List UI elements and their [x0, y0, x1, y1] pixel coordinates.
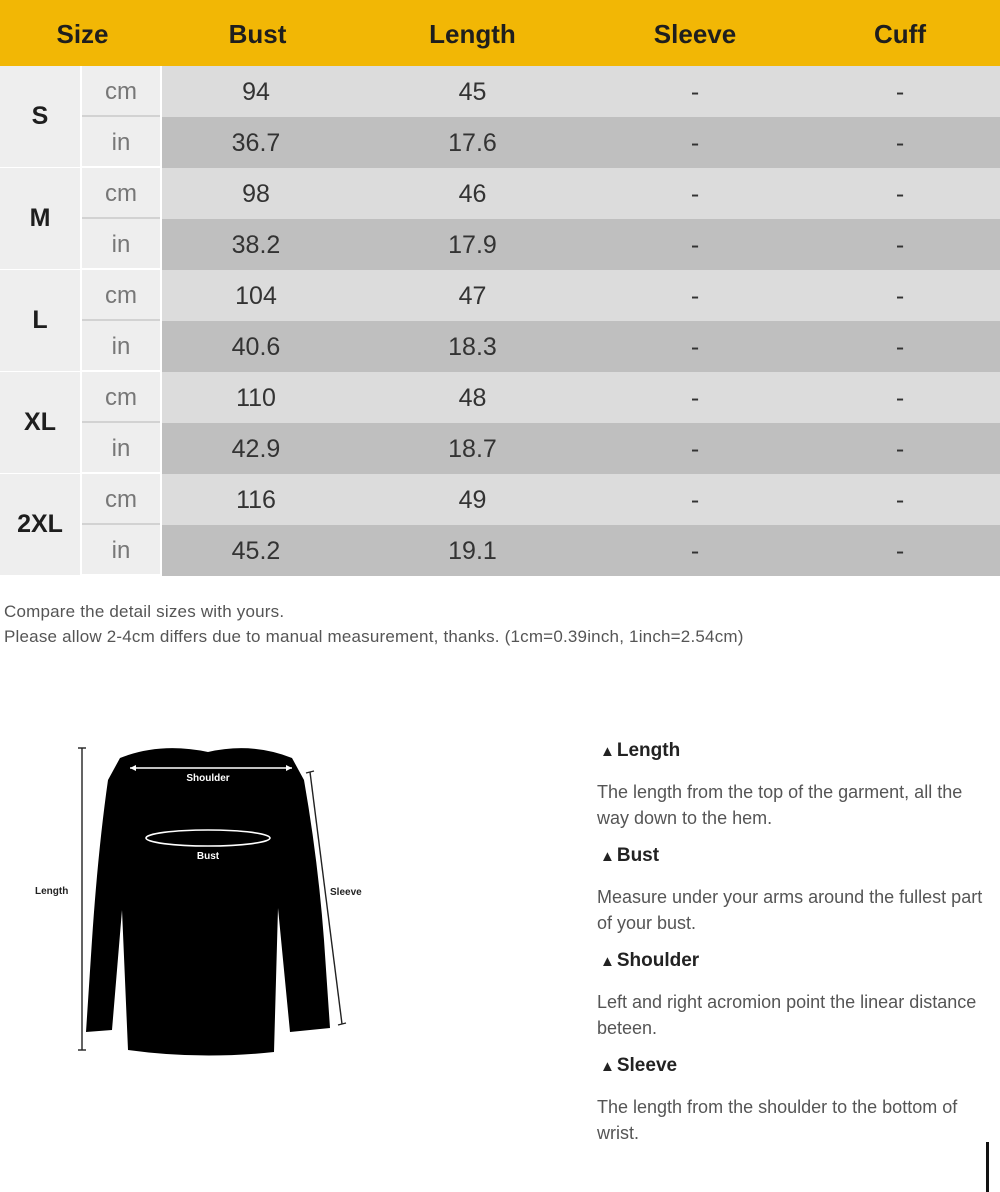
unit-label-in: in — [82, 117, 160, 166]
sleeve-value: - — [690, 435, 700, 463]
definition-shoulder-title: ▲ Shoulder — [600, 950, 700, 971]
sleeve-value: - — [690, 282, 700, 310]
definition-length-text: The length from the top of the garment, all the way down to the hem. — [597, 782, 963, 828]
unit-label-cm: cm — [82, 66, 160, 117]
table-row — [162, 321, 1000, 372]
unit-label-cm: cm — [82, 474, 160, 525]
header-bust: Bust — [228, 19, 287, 49]
bust-value: 36.7 — [231, 129, 281, 157]
table-row — [162, 423, 1000, 474]
sleeve-value: - — [690, 333, 700, 361]
header-size: Size — [56, 19, 109, 49]
header-sleeve: Sleeve — [653, 19, 737, 49]
sleeve-value: - — [690, 384, 700, 412]
length-value: 45 — [458, 78, 487, 106]
bust-value: 110 — [236, 384, 276, 412]
sleeve-value: - — [690, 231, 700, 259]
length-value: 17.6 — [448, 129, 497, 157]
cuff-value: - — [895, 282, 905, 310]
bust-value: 98 — [242, 180, 270, 208]
bust-value: 42.9 — [231, 435, 281, 463]
definition-shoulder-text: Left and right acromion point the linear distance beteen. — [597, 992, 977, 1038]
unit-label-in: in — [82, 423, 160, 472]
triangle-icon: ▲ — [600, 743, 615, 760]
table-row — [162, 219, 1000, 270]
garment-measurement-diagram — [30, 740, 390, 1060]
length-value: 47 — [458, 282, 487, 310]
cuff-value: - — [895, 78, 905, 106]
sleeve-value: - — [690, 486, 700, 514]
table-header-row — [0, 0, 1000, 66]
length-value: 46 — [458, 180, 487, 208]
cuff-value: - — [895, 435, 905, 463]
size-label-l: L — [0, 270, 80, 373]
unit-label-cm: cm — [82, 168, 160, 219]
table-row — [162, 168, 1000, 219]
shoulder-label: Shoulder — [186, 773, 230, 784]
length-value: 48 — [458, 384, 487, 412]
cuff-value: - — [895, 333, 905, 361]
definition-length-title: ▲ Length — [600, 740, 681, 761]
triangle-icon: ▲ — [600, 848, 615, 865]
triangle-icon: ▲ — [600, 953, 615, 970]
sleeve-value: - — [690, 180, 700, 208]
cuff-value: - — [895, 180, 905, 208]
bust-label: Bust — [196, 851, 220, 862]
column-divider — [80, 66, 82, 576]
sleeve-value: - — [690, 78, 700, 106]
header-length: Length — [429, 19, 516, 49]
length-value: 19.1 — [448, 537, 497, 565]
definition-bust-title: ▲ Bust — [600, 845, 660, 866]
length-value: 49 — [458, 486, 487, 514]
table-row — [162, 66, 1000, 117]
unit-label-in: in — [82, 525, 160, 574]
cuff-value: - — [895, 537, 905, 565]
unit-label-cm: cm — [82, 270, 160, 321]
header-cuff: Cuff — [874, 19, 926, 49]
cuff-value: - — [895, 486, 905, 514]
note-allowance: Please allow 2-4cm differs due to manual measurement, thanks. (1cm=0.39inch, 1inch=2.54cm) — [4, 627, 744, 646]
bust-value: 40.6 — [231, 333, 281, 361]
size-label-s: S — [0, 66, 80, 169]
garment-silhouette — [86, 748, 330, 1055]
cuff-value: - — [895, 129, 905, 157]
bust-value: 116 — [236, 486, 276, 514]
size-label-m: M — [0, 168, 80, 271]
length-label: Length — [35, 886, 69, 897]
bust-value: 94 — [242, 78, 270, 106]
size-label-xl: XL — [0, 372, 80, 475]
table-row — [162, 372, 1000, 423]
unit-label-cm: cm — [82, 372, 160, 423]
table-row — [162, 525, 1000, 576]
table-row — [162, 117, 1000, 168]
size-label-2xl: 2XL — [0, 474, 80, 577]
length-value: 18.7 — [448, 435, 497, 463]
sleeve-label: Sleeve — [330, 887, 362, 898]
unit-label-in: in — [82, 219, 160, 268]
bust-value: 45.2 — [231, 537, 281, 565]
edge-line — [986, 1142, 989, 1192]
table-row — [162, 270, 1000, 321]
cuff-value: - — [895, 384, 905, 412]
bust-value: 38.2 — [231, 231, 281, 259]
length-value: 18.3 — [448, 333, 497, 361]
note-compare: Compare the detail sizes with yours. — [4, 602, 285, 621]
definition-sleeve-text: The length from the shoulder to the bottom of wrist. — [597, 1097, 958, 1143]
table-row — [162, 474, 1000, 525]
length-value: 17.9 — [448, 231, 497, 259]
cuff-value: - — [895, 231, 905, 259]
sleeve-value: - — [690, 537, 700, 565]
definition-bust-text: Measure under your arms around the fullest part of your bust. — [597, 887, 983, 933]
definition-sleeve-title: ▲ Sleeve — [600, 1055, 678, 1076]
unit-label-in: in — [82, 321, 160, 370]
triangle-icon: ▲ — [600, 1058, 615, 1075]
bust-value: 104 — [235, 282, 277, 310]
sleeve-value: - — [690, 129, 700, 157]
